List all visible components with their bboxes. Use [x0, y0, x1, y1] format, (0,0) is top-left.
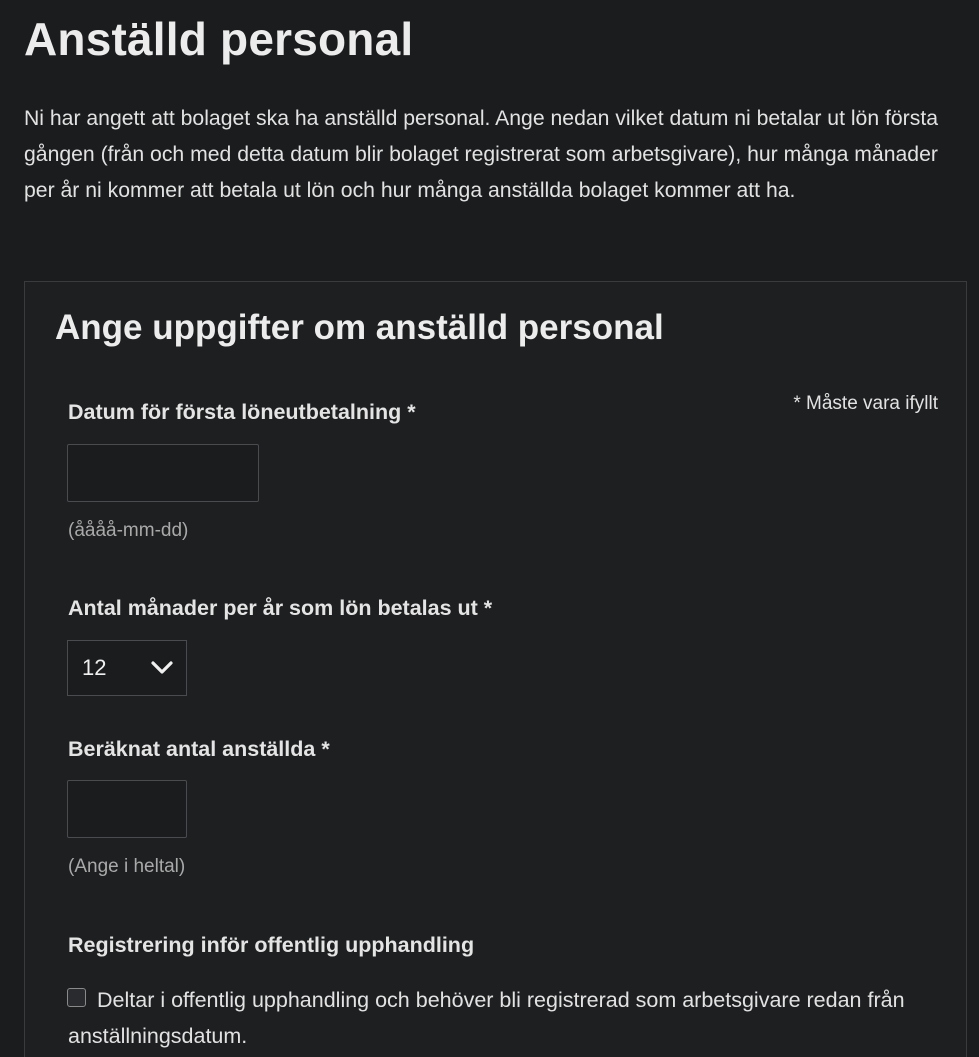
date-format-hint: (åååå-mm-dd)	[68, 520, 189, 541]
intro-text: Ni har angett att bolaget ska ha anställd personal. Ange nedan vilket datum ni betalar ut lön första gången (från och med detta datum blir bolaget registrerat som arbetsgivare), hur många månader per år ni kommer att betala ut lön och hur många anställda bolaget kommer att ha.	[24, 107, 938, 202]
required-note: * Måste vara ifyllt	[793, 393, 938, 414]
employee-count-label: Beräknat antal anställda *	[68, 737, 330, 761]
first-salary-date-label: Datum för första löneutbetalning *	[68, 400, 416, 424]
months-per-year-value: 12	[82, 655, 107, 680]
chevron-down-icon	[150, 660, 174, 676]
months-per-year-label: Antal månader per år som lön betalas ut *	[68, 596, 493, 620]
public-procurement-checkbox-label[interactable]: Deltar i offentlig upphandling och behöver bli registrerad som arbetsgivare redan från anställningsdatum.	[68, 988, 905, 1048]
months-per-year-select[interactable]	[67, 640, 187, 696]
integer-hint: (Ange i heltal)	[68, 856, 186, 877]
first-salary-date-input[interactable]	[67, 444, 259, 502]
panel-title: Ange uppgifter om anställd personal	[55, 308, 664, 347]
public-procurement-heading: Registrering inför offentlig upphandling	[68, 933, 475, 957]
employee-count-input[interactable]	[67, 780, 187, 838]
page-title: Anställd personal	[24, 13, 414, 65]
employee-details-panel	[24, 281, 967, 1057]
